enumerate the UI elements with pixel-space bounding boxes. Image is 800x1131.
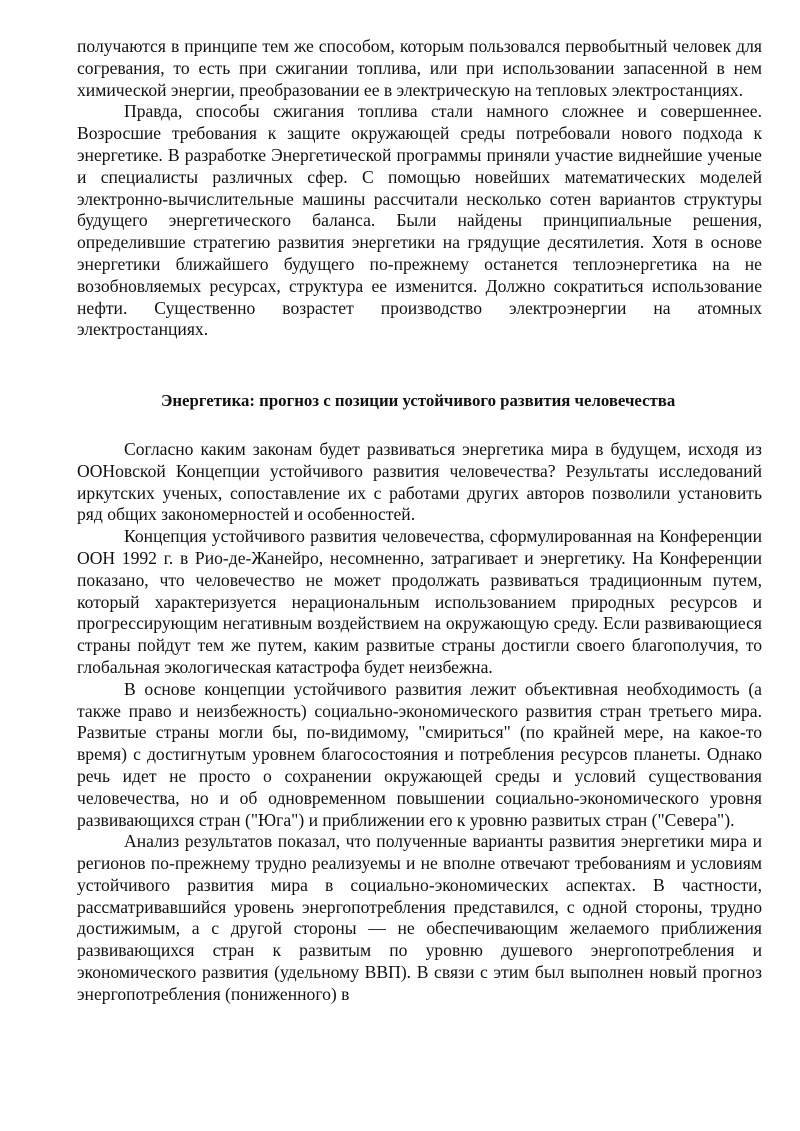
body-paragraph: получаются в принципе тем же способом, которым пользовался первобытный человек для согревания, то есть при сжигании топлива, или при использовании запасенной в нем химической энергии, преобразовании ее в электрическую на тепловых электростанциях.: [77, 36, 762, 100]
section-heading: Энергетика: прогноз с позиции устойчивого развития человечества: [161, 391, 676, 411]
body-paragraph: Анализ результатов показал, что полученные варианты развития энергетики мира и регионов по-прежнему трудно реализуемы и не вполне отвечают требованиям и условиям устойчивого развития мира в социально-экономических аспектах. В частности, рассматривавшийся уровень энергопотребления представился, с одной стороны, трудно достижимым, а с другой стороны — не обеспечивающим желаемого приближения развивающихся стран к развитым по уровню душевого энергопотребления и экономического развития (удельному ВВП). В связи с этим был выполнен новый прогноз энергопотребления (пониженного) в: [77, 831, 762, 1004]
body-paragraph: В основе концепции устойчивого развития лежит объективная необходимость (а также право и неизбежность) социально-экономического развития стран третьего мира. Развитые страны могли бы, по-видимому, "смириться" (по крайней мере, на какое-то время) с достигнутым уровнем благосостояния и потребления ресурсов планеты. Однако речь идет не просто о сохранении окружающей среды и условий существования человечества, но и об одновременном повышении социально-экономического уровня развивающихся стран ("Юга") и приближении его к уровню развитых стран ("Севера").: [77, 678, 762, 830]
body-paragraph: Согласно каким законам будет развиваться энергетика мира в будущем, исходя из ООНовской Концепции устойчивого развития человечества? Результаты исследований иркутских ученых, сопоставление их с работами других авторов позволили установить ряд общих закономерностей и особенностей.: [77, 438, 762, 525]
body-paragraph: Правда, способы сжигания топлива стали намного сложнее и совершеннее. Возросшие требования к защите окружающей среды потребовали нового подхода к энергетике. В разработке Энергетической программы приняли участие виднейшие ученые и специалисты различных сфер. С помощью новейших математических моделей электронно-вычислительные машины рассчитали несколько сотен вариантов структуры будущего энергетического баланса. Были найдены принципиальные решения, определившие стратегию развития энергетики на грядущие десятилетия. Хотя в основе энергетики ближайшего будущего по-прежнему останется теплоэнергетика на не возобновляемых ресурсах, структура ее изменится. Должно сократиться использование нефти. Существенно возрастет производство электроэнергии на атомных электростанциях.: [77, 101, 762, 340]
body-paragraph: Концепция устойчивого развития человечества, сформулированная на Конференции ООН 1992 г. в Рио-де-Жанейро, несомненно, затрагивает и энергетику. На Конференции показано, что человечество не может продолжать развиваться традиционным путем, который характеризуется нерациональным использованием природных ресурсов и прогрессирующим негативным воздействием на окружающую среду. Если развивающиеся страны пойдут тем же путем, каким развитые страны достигли своего благополучия, то глобальная экологическая катастрофа будет неизбежна.: [77, 526, 762, 677]
